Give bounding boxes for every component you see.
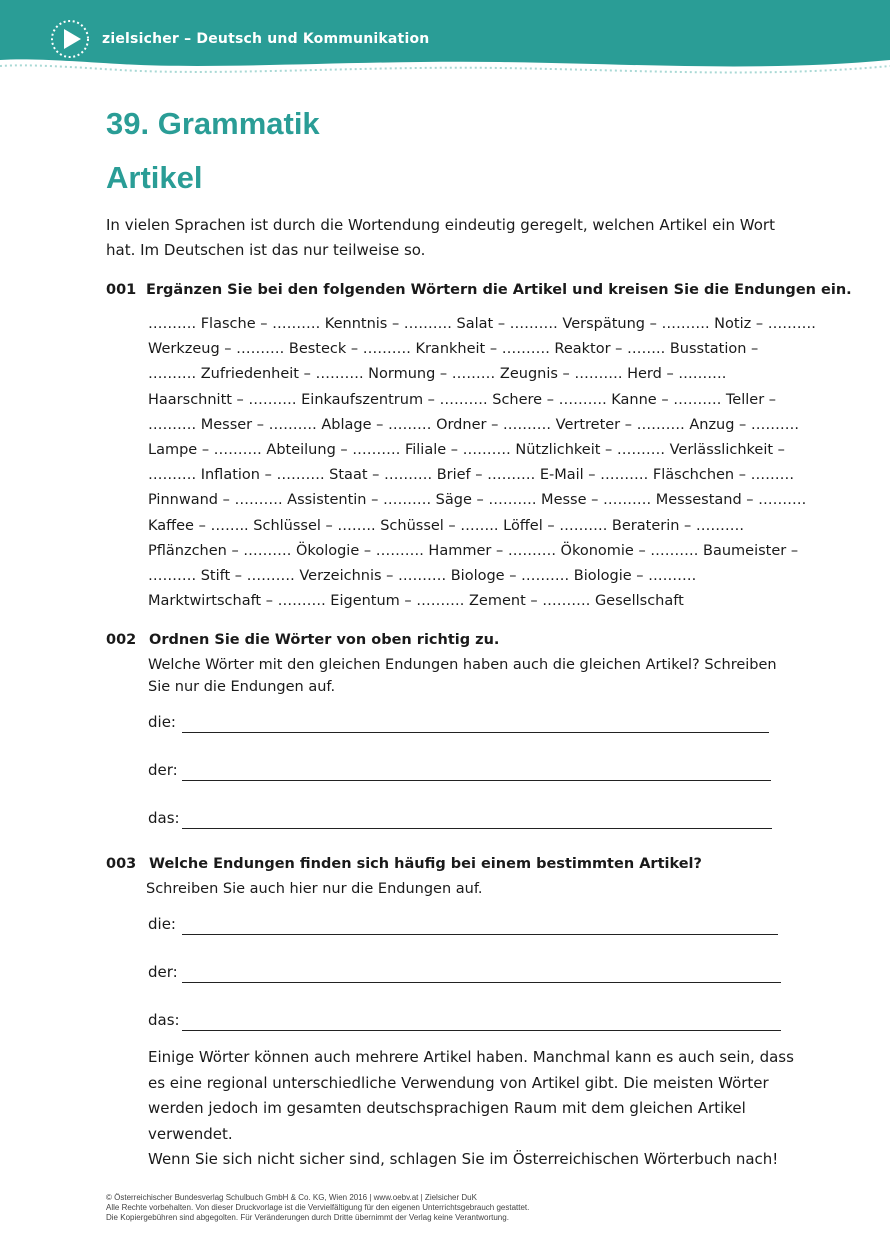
answer-label: die: [148, 915, 176, 933]
answer-rule[interactable] [182, 982, 781, 983]
intro-text: In vielen Sprachen ist durch die Wortendung eindeutig geregelt, welchen Artikel ein Wort hat. Im Deutschen ist das nur teilweise so. [106, 216, 775, 259]
answer-rule[interactable] [182, 732, 769, 733]
footer-copyright: © Österreichischer Bundesverlag Schulbuch GmbH & Co. KG, Wien 2016 | www.oebv.at | Zielsicher DuK [106, 1193, 477, 1202]
answer-label: das: [148, 1011, 180, 1029]
word-line[interactable]: Lampe – ………. Abteilung – ………. Filiale – ………. Nützlichkeit – ………. Verlässlichkeit – [148, 442, 785, 459]
footer-rights: Alle Rechte vorbehalten. Von dieser Druckvorlage ist die Vervielfältigung für den eigenen Unterrichtsgebrauch gestattet. [106, 1203, 530, 1212]
word-line[interactable]: Marktwirtschaft – ………. Eigentum – ………. Zement – ………. Gesellschaft [148, 593, 684, 610]
word-line[interactable]: ………. Inflation – ………. Staat – ………. Brief – ………. E-Mail – ………. Fläschchen – ……… [148, 467, 795, 484]
answer-rule[interactable] [182, 828, 772, 829]
closing-hint: Wenn Sie sich nicht sicher sind, schlagen Sie im Österreichischen Wörterbuch nach! [148, 1150, 779, 1168]
answer-rule[interactable] [182, 1030, 781, 1031]
page-title: 39. Grammatik [106, 106, 320, 141]
answer-label: der: [148, 963, 178, 981]
word-line[interactable]: Haarschnitt – ………. Einkaufszentrum – ………. Schere – ………. Kanne – ………. Teller – [148, 391, 777, 408]
task-heading-text: Ordnen Sie die Wörter von oben richtig zu. [149, 632, 500, 648]
task-002-instruction: Welche Wörter mit den gleichen Endungen haben auch die gleichen Artikel? Schreiben Sie nur die Endungen auf. [148, 657, 777, 695]
page-subtitle: Artikel [106, 160, 203, 195]
answer-label: der: [148, 761, 178, 779]
word-list [148, 312, 816, 614]
word-line[interactable]: ………. Zufriedenheit – ………. Normung – ……… Zeugnis – ………. Herd – ………. [148, 366, 727, 383]
word-line[interactable]: Werkzeug – ………. Besteck – ………. Krankheit – ………. Reaktor – …….. Busstation – [148, 341, 759, 358]
closing-text [148, 1045, 798, 1173]
task-001-heading [106, 282, 852, 298]
brand-title: zielsicher – Deutsch und Kommunikation [102, 31, 430, 47]
task-heading-text: Ergänzen Sie bei den folgenden Wörtern die Artikel und kreisen Sie die Endungen ein. [146, 282, 852, 298]
task-003-heading [106, 856, 702, 872]
answer-rule[interactable] [182, 934, 778, 935]
answer-label: die: [148, 713, 176, 731]
footer [106, 1193, 529, 1223]
word-line[interactable]: ………. Messer – ………. Ablage – ……… Ordner – ………. Vertreter – ………. Anzug – ………. [148, 416, 800, 433]
answer-label: das: [148, 809, 180, 827]
answer-rule[interactable] [182, 780, 771, 781]
word-line[interactable]: Pflänzchen – ………. Ökologie – ………. Hammer – ………. Ökonomie – ………. Baumeister – [148, 542, 799, 559]
task-heading-text: Welche Endungen finden sich häufig bei einem bestimmten Artikel? [149, 856, 702, 872]
word-line[interactable]: Kaffee – …….. Schlüssel – …….. Schüssel – …….. Löffel – ………. Beraterin – ………. [148, 517, 745, 534]
task-003-instruction: Schreiben Sie auch hier nur die Endungen auf. [146, 881, 483, 897]
footer-fees: Die Kopiergebühren sind abgegolten. Für Veränderungen durch Dritte übernimmt der Verlag keine Verantwortung. [106, 1213, 509, 1222]
task-002-heading [106, 632, 499, 648]
closing-paragraph: Einige Wörter können auch mehrere Artikel haben. Manchmal kann es auch sein, dass es eine regional unterschiedliche Verwendung von Artikel gibt. Die meisten Wörter werden jedoch im gesamten deutschsprachigen Raum mit dem gleichen Artikel verwendet. [148, 1048, 794, 1143]
task-number: 001 [106, 282, 137, 298]
task-number: 003 [106, 856, 137, 872]
word-line[interactable]: ………. Flasche – ………. Kenntnis – ………. Salat – ………. Verspätung – ………. Notiz – ………. [148, 316, 816, 332]
word-line[interactable]: Pinnwand – ………. Assistentin – ………. Säge – ………. Messe – ………. Messestand – ………. [148, 492, 807, 509]
play-icon [50, 19, 90, 59]
header-banner [0, 0, 890, 80]
word-line[interactable]: ………. Stift – ………. Verzeichnis – ………. Biologe – ………. Biologie – ………. [148, 568, 697, 585]
task-number: 002 [106, 632, 137, 648]
